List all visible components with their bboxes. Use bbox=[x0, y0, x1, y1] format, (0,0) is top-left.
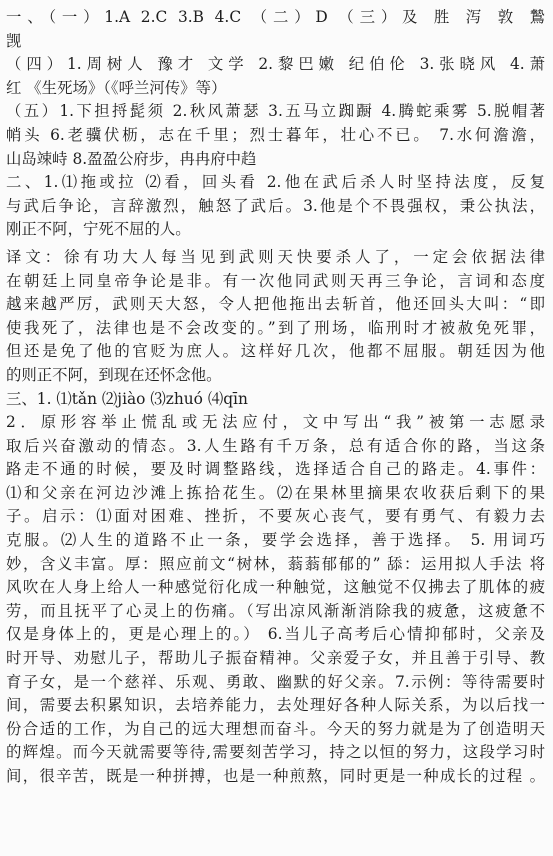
text-line: 在朝廷上同皇帝争论是非。有一次他同武则天再三争论，言词和态度 bbox=[6, 271, 545, 290]
text-line: 与武后争论，言辞激烈，触怒了武后。3.他是个不畏强权，秉公执法， bbox=[6, 196, 545, 215]
text-line: 的则正不阿，到现在还怀念他。 bbox=[6, 365, 222, 384]
text-line: 译文：徐有功大人每当见到武则天快要杀人了，一定会依据法律 bbox=[6, 247, 545, 266]
text-line: 2．原形容举止慌乱或无法应付，文中写出“我”被第一志愿录 bbox=[6, 413, 545, 432]
text-line: 间，很辛苦，既是一种拼搏，也是一种煎熬，同时更是一种成长的过程 。 bbox=[6, 767, 545, 785]
text-line: 子。启示：⑴面对困难、挫折，不要灰心丧气，要有勇气、有毅力去 bbox=[6, 507, 545, 526]
text-line: 育子女，是一个慈祥、乐观、勇敢、幽默的好父亲。7.示例：等待需要时 bbox=[6, 672, 545, 691]
text-line: 越来越严厉，武则天大怒，令人把他拖出去斩首，他还回头大叫：“即 bbox=[6, 295, 545, 314]
text-line: 间，需要去积累知识，去培养能力，去处理好各种人际关系，为以后找一 bbox=[6, 696, 545, 715]
text-line: （五）1.下担捋髭须 2.秋风萧瑟 3.五马立踟蹰 4.腾蛇乘雾 5.脱帽著 bbox=[6, 102, 545, 121]
text-line: 一、（一）1.A 2.C 3.B 4.C （二）D （三）及 胜 泻 敦 鷙 bbox=[6, 8, 545, 26]
text-line: 刚正不阿，宁死不屈的人。 bbox=[6, 220, 191, 239]
text-line: 山岛竦峙 8.盈盈公府步，冉冉府中趋 bbox=[6, 149, 257, 168]
text-line: 风吹在人身上给人一种感觉衍化成一种触觉，这触觉不仅拂去了肌体的疲 bbox=[6, 578, 545, 597]
text-line: （四）1.周树人 豫才 文学 2.黎巴嫩 纪伯伦 3.张晓风 4.萧 bbox=[6, 55, 545, 74]
text-line: ⑴和父亲在河边沙滩上拣拾花生。⑵在果林里摘果农收获后剩下的果 bbox=[6, 483, 545, 502]
text-line: 的辉煌。而今天就需要等待,需要刻苦学习，持之以恒的努力，这段学习时 bbox=[6, 743, 545, 762]
text-line: 帩头 6.老骥伏枥，志在千里；烈士暮年，壮心不已。 7.水何澹澹， bbox=[6, 125, 545, 144]
text-line: 使我死了，法律也是不会改变的。”到了刑场，临刑时才被赦免死罪， bbox=[6, 318, 545, 337]
text-line: 二、1.⑴拖或拉 ⑵看，回头看 2.他在武后杀人时坚持法度，反复 bbox=[6, 173, 545, 192]
text-line: 但还是免了他的官贬为庶人。这样好几次，他都不屈服。朝廷因为他 bbox=[6, 342, 545, 361]
text-line: 份合适的工作，为自己的远大理想而奋斗。今天的努力就是为了创造明天 bbox=[6, 719, 545, 738]
text-line: 路走不通的时候，要及时调整路线，选择适合自己的路走。4.事件： bbox=[6, 460, 545, 479]
text-line: 觊 bbox=[6, 31, 22, 50]
text-line: 三、1. ⑴tǎn ⑵jiào ⑶zhuó ⑷qīn bbox=[6, 389, 248, 408]
text-line: 克服。⑵人生的道路不止一条，要学会选择，善于选择。 5. 用词巧 bbox=[6, 531, 545, 550]
answer-text-block bbox=[6, 6, 545, 789]
text-line: 时开导、劝慰儿子，帮助儿子振奋精神。父亲爱子女，并且善于引导、教 bbox=[6, 649, 545, 668]
text-line: 仅是身体上的，更是心理上的。） 6.当儿子高考后心情抑郁时，父亲及 bbox=[6, 625, 545, 644]
text-line: 妙，含义丰富。厚：照应前文“树林，蓊蓊郁郁的” 舔：运用拟人手法 将 bbox=[6, 554, 545, 573]
text-line: 劳，而且抚平了心灵上的伤痛。（写出凉风渐渐消除我的疲惫，这疲惫不 bbox=[6, 601, 545, 620]
text-line: 取后兴奋激动的情态。3.人生路有千万条，总有适合你的路，当这条 bbox=[6, 436, 545, 455]
text-line: 红 《生死场》（《呼兰河传》等） bbox=[6, 78, 227, 97]
